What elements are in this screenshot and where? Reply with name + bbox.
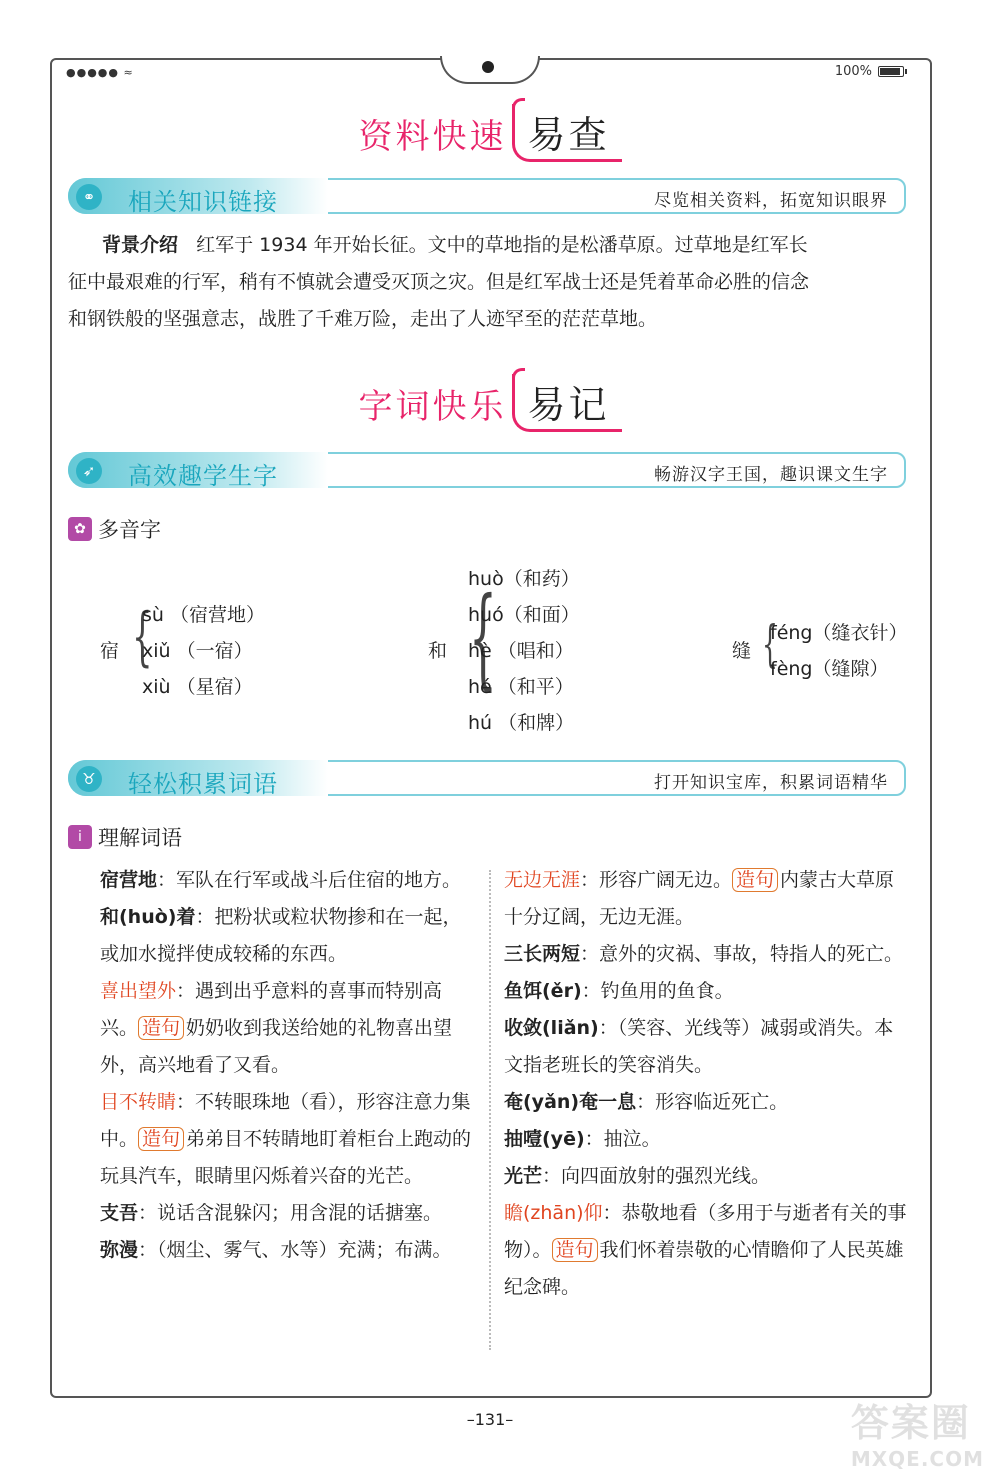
polyphone-char: 缝 <box>732 640 752 662</box>
title-words-pink: 字词快乐 <box>358 387 507 427</box>
vocab-term: 光芒 <box>504 1165 543 1187</box>
vocab-term: 宿营地 <box>100 869 158 891</box>
example-sentence-tag: 造句 <box>552 1238 598 1262</box>
vocab-definition: ：把粉状或粒状物掺和在一起，或加水搅拌使成较稀的东西。 <box>100 906 462 965</box>
section-subtitle: 畅游汉字王国，趣识课文生字 <box>654 465 888 485</box>
polyphone-reading: xiǔ （一宿） <box>142 640 253 662</box>
vocab-entry <box>504 1084 910 1121</box>
section-label: 相关知识链接 <box>128 188 278 216</box>
vocab-entry <box>504 1195 910 1306</box>
vocab-entry <box>504 862 910 936</box>
rocket-icon: ➶ <box>76 458 102 484</box>
title-resource-pink: 资料快速 <box>358 117 507 157</box>
brace-icon: { <box>761 615 778 673</box>
example-sentence: 奶奶收到我送给她的礼物喜出望外，高兴地看了又看。 <box>100 1017 453 1076</box>
background-heading: 背景介绍 <box>102 234 179 256</box>
vocab-heading <box>68 822 182 852</box>
vocab-definition: ：遇到出乎意料的喜事而特别高兴。 <box>100 980 443 1039</box>
vocab-definition: ：（烟尘、雾气、水等）充满；布满。 <box>138 1239 452 1261</box>
example-sentence-tag: 造句 <box>732 868 778 892</box>
polyphone-reading: hú （和牌） <box>468 712 575 734</box>
title-resource-boxed: 易查 <box>512 104 621 162</box>
polyphone-reading: xiù （星宿） <box>142 676 253 698</box>
vocab-term: 瞻(zhān)仰 <box>504 1202 603 1224</box>
brace-icon: { <box>132 600 153 674</box>
example-sentence: 我们怀着崇敬的心情瞻仰了人民英雄纪念碑。 <box>504 1239 904 1298</box>
example-sentence-tag: 造句 <box>138 1127 184 1151</box>
vocab-entry <box>100 1195 480 1232</box>
vocab-term: 和(huò)着 <box>100 906 196 928</box>
vocab-term: 收敛(liǎn) <box>504 1017 599 1039</box>
polyphone-reading: huó（和面） <box>468 604 580 626</box>
vocab-definition: ：恭敬地看（多用于与逝者有关的事物）。 <box>504 1202 907 1261</box>
polyphone-reading: hè （唱和） <box>468 640 574 662</box>
example-sentence-tag: 造句 <box>138 1016 184 1040</box>
piggy-bank-icon: ♉ <box>76 766 102 792</box>
brace-icon: { <box>469 573 497 701</box>
vocab-entry <box>100 862 480 899</box>
vocab-term: 喜出望外 <box>100 980 177 1002</box>
title-words-boxed: 易记 <box>512 374 621 432</box>
section-label: 轻松积累词语 <box>128 770 278 798</box>
polyphone-heading-text: 多音字 <box>98 518 161 542</box>
vocab-definition: ：钓鱼用的鱼食。 <box>581 980 734 1002</box>
section-accumulate-words <box>68 760 906 796</box>
vocab-definition: ：形容广阔无边。 <box>580 869 733 891</box>
battery-icon <box>878 66 904 77</box>
page-number: –131– <box>466 1410 514 1429</box>
section-subtitle: 打开知识宝库，积累词语精华 <box>654 773 888 793</box>
vocab-term: 支吾 <box>100 1202 139 1224</box>
battery-status <box>835 64 904 79</box>
vocab-term: 鱼饵(ěr) <box>504 980 582 1002</box>
section-label: 高效趣学生字 <box>128 462 278 490</box>
signal-indicator: ●●●●● ≈ <box>66 66 134 79</box>
title-words <box>0 374 980 432</box>
vocab-definition: ：军队在行军或战斗后住宿的地方。 <box>157 869 462 891</box>
vocab-term: 三长两短 <box>504 943 581 965</box>
vocab-entry <box>100 973 480 1084</box>
polyphone-reading: hé （和平） <box>468 676 574 698</box>
vocab-entry <box>100 1232 480 1269</box>
vocab-term: 无边无涯 <box>504 869 581 891</box>
section-related-knowledge <box>68 178 906 214</box>
link-icon: ⚭ <box>76 184 102 210</box>
section-learn-characters <box>68 452 906 488</box>
vocab-entry <box>504 1010 910 1084</box>
polyphone-char: 宿 <box>100 640 120 662</box>
vocab-entry <box>504 973 910 1010</box>
background-line: 和钢铁般的坚强意志，战胜了千难万险，走出了人迹罕至的茫茫草地。 <box>68 308 658 330</box>
vocab-entry <box>504 1121 910 1158</box>
polyphone-reading: fèng（缝隙） <box>770 658 889 680</box>
vocab-definition: ：（笑容、光线等）减弱或消失。本文指老班长的笑容消失。 <box>504 1017 894 1076</box>
vocab-definition: ：说话含混躲闪；用含混的话搪塞。 <box>138 1202 443 1224</box>
vocab-column-left <box>100 862 480 1269</box>
watermark <box>851 1392 984 1471</box>
camera-icon <box>482 61 494 73</box>
watermark-sub: MXQE.COM <box>850 1447 984 1471</box>
vocab-definition: ：向四面放射的强烈光线。 <box>542 1165 771 1187</box>
column-divider <box>489 870 491 1350</box>
battery-text: 100% <box>834 64 872 79</box>
vocab-term: 奄(yǎn)奄一息 <box>504 1091 637 1113</box>
background-line: 征中最艰难的行军，稍有不慎就会遭受灭顶之灾。但是红军战士还是凭着革命必胜的信念 <box>68 271 810 293</box>
vocab-term: 弥漫 <box>100 1239 139 1261</box>
example-sentence: 弟弟目不转睛地盯着柜台上跑动的玩具汽车，眼睛里闪烁着兴奋的光芒。 <box>100 1128 472 1187</box>
polyphone-char: 和 <box>428 640 448 662</box>
polyphone-reading: sù （宿营地） <box>142 604 265 626</box>
section-subtitle: 尽览相关资料，拓宽知识眼界 <box>654 191 888 211</box>
vocab-term: 目不转睛 <box>100 1091 177 1113</box>
vocab-definition: ：抽泣。 <box>584 1128 661 1150</box>
polyphone-reading: huò（和药） <box>468 568 580 590</box>
vocab-entry <box>100 1084 480 1195</box>
flower-icon: ✿ <box>68 517 92 541</box>
polyphone-reading: féng（缝衣针） <box>770 622 908 644</box>
background-paragraph <box>68 227 918 338</box>
vocab-entry <box>100 899 480 973</box>
watermark-main: 答案圈 <box>850 1401 971 1445</box>
polyphone-heading <box>68 514 161 544</box>
vocab-entry <box>504 1158 910 1195</box>
info-icon: ⅰ <box>68 825 92 849</box>
example-sentence: 内蒙古大草原十分辽阔，无边无涯。 <box>504 869 895 928</box>
title-resource <box>0 104 980 162</box>
vocab-entry <box>504 936 910 973</box>
vocab-definition: ：形容临近死亡。 <box>636 1091 789 1113</box>
vocab-heading-text: 理解词语 <box>98 826 182 850</box>
background-line: 红军于 1934 年开始长征。文中的草地指的是松潘草原。过草地是红军长 <box>196 234 808 256</box>
vocab-column-right <box>504 862 910 1306</box>
vocab-definition: ：意外的灾祸、事故，特指人的死亡。 <box>580 943 904 965</box>
vocab-term: 抽噎(yē) <box>504 1128 585 1150</box>
vocab-definition: ：不转眼珠地（看），形容注意力集中。 <box>100 1091 471 1150</box>
